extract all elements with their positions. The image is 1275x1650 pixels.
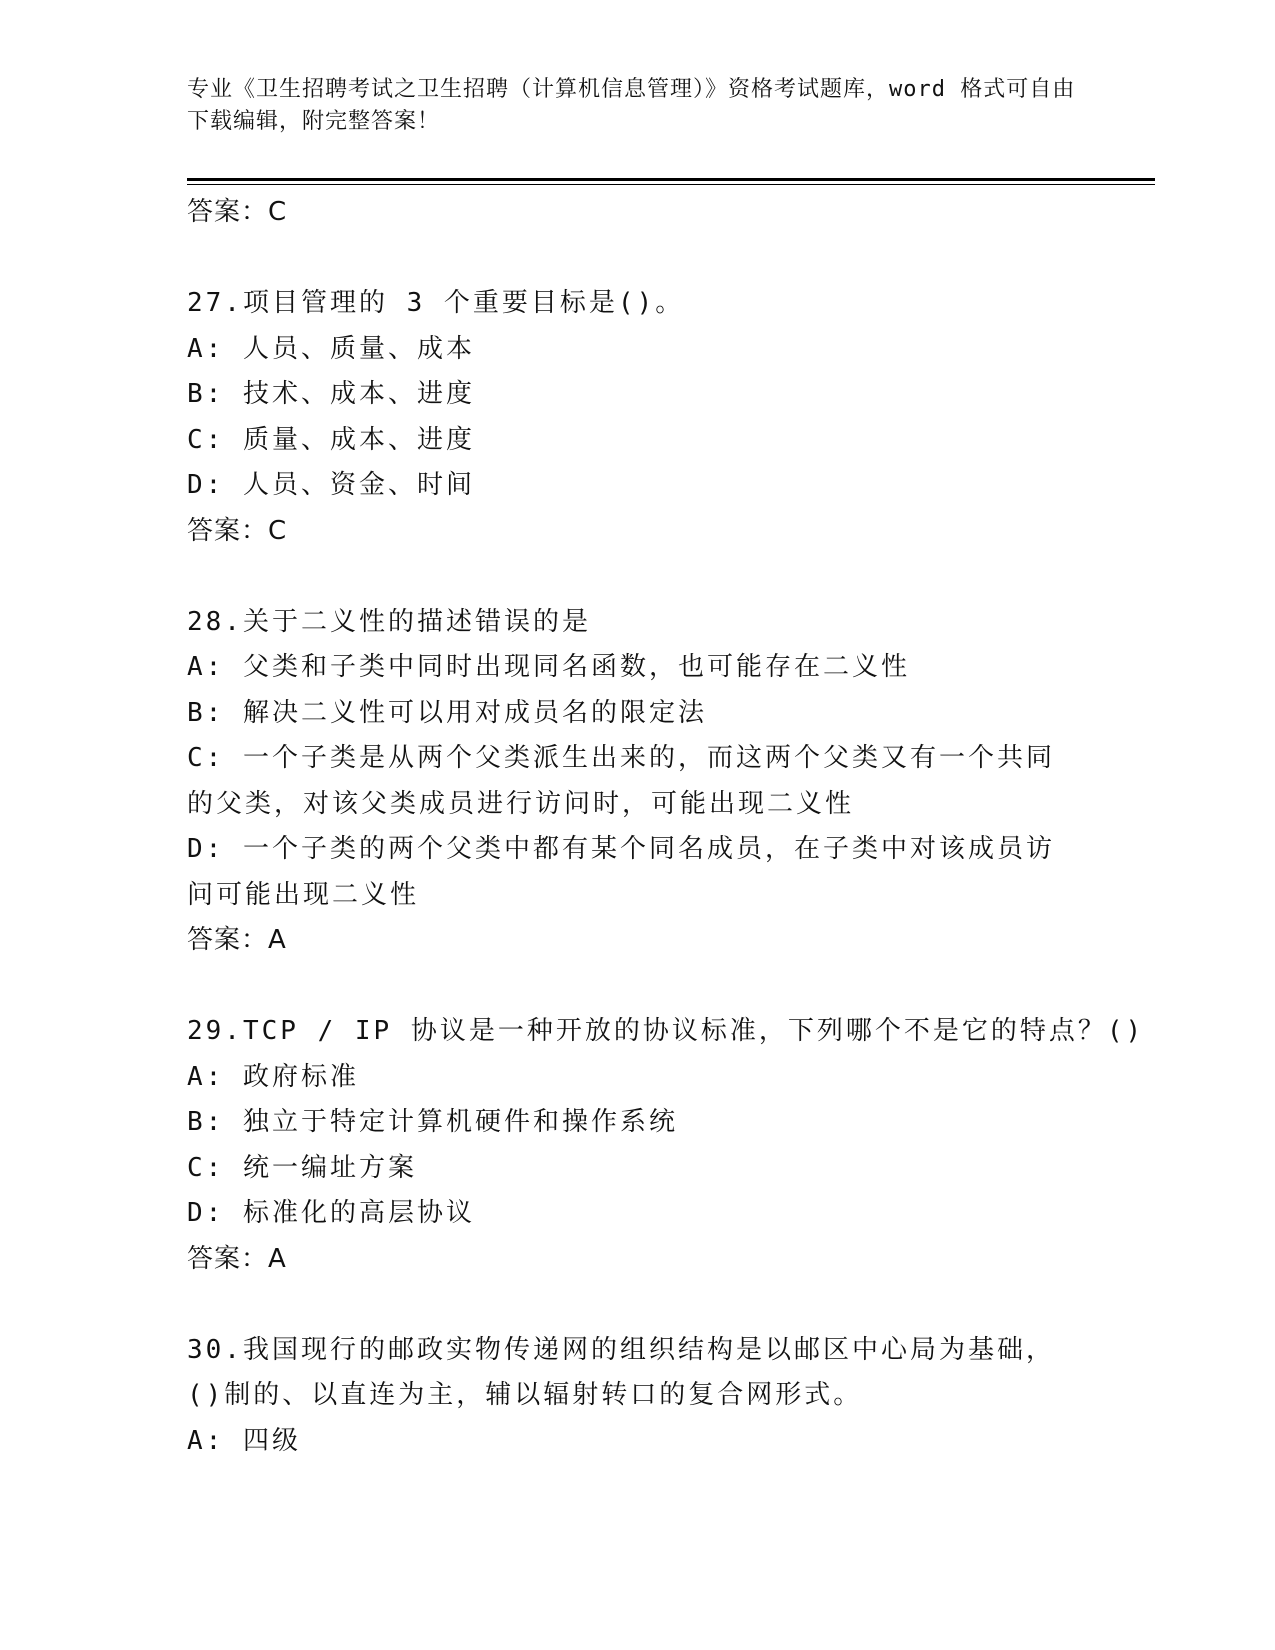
option-b: B: 技术、成本、进度 [187, 379, 475, 409]
page-header [187, 74, 1087, 138]
answer-line: 答案：C [187, 197, 288, 227]
spacer [187, 236, 1077, 282]
option-d: D: 一个子类的两个父类中都有某个同名成员，在子类中对该成员访问可能出现二义性 [187, 834, 1055, 910]
header-text: 专业《卫生招聘考试之卫生招聘（计算机信息管理）》资格考试题库，word 格式可自由下载编辑，附完整答案！ [187, 77, 1076, 134]
answer-line: 答案：A [187, 925, 287, 955]
question-stem: 29.TCP / IP 协议是一种开放的协议标准，下列哪个不是它的特点？() [187, 1016, 1145, 1046]
answer-line: 答案：C [187, 515, 288, 546]
option-a: A: 人员、质量、成本 [187, 333, 475, 364]
answer-line: 答案：A [187, 1243, 287, 1274]
question-block [187, 1328, 1077, 1465]
question-block [187, 600, 1077, 964]
question-list [187, 190, 1145, 1464]
option-d: D: 人员、资金、时间 [187, 470, 475, 500]
question-block [187, 281, 1077, 554]
spacer [187, 554, 1077, 600]
question-stem: 28.关于二义性的描述错误的是 [187, 606, 591, 637]
header-divider-thin [187, 184, 1155, 185]
option-a: A: 四级 [187, 1425, 301, 1456]
spacer [187, 964, 1077, 1010]
option-d: D: 标准化的高层协议 [187, 1198, 475, 1228]
option-b: B: 解决二义性可以用对成员名的限定法 [187, 697, 707, 728]
option-c: C: 质量、成本、进度 [187, 424, 475, 455]
question-block [187, 1009, 1145, 1282]
question-stem: 30.我国现行的邮政实物传递网的组织结构是以邮区中心局为基础，()制的、以直连为主，辅以辐射转口的复合网形式。 [187, 1334, 1055, 1410]
option-c: C: 一个子类是从两个父类派生出来的，而这两个父类又有一个共同的父类，对该父类成员进行访问时，可能出现二义性 [187, 743, 1055, 819]
option-a: A: 政府标准 [187, 1061, 359, 1092]
option-c: C: 统一编址方案 [187, 1152, 417, 1183]
header-divider-thick [187, 178, 1155, 181]
option-a: A: 父类和子类中同时出现同名函数，也可能存在二义性 [187, 652, 910, 682]
question-stem: 27.项目管理的 3 个重要目标是()。 [187, 288, 685, 318]
option-b: B: 独立于特定计算机硬件和操作系统 [187, 1107, 678, 1137]
spacer [187, 1282, 1077, 1328]
